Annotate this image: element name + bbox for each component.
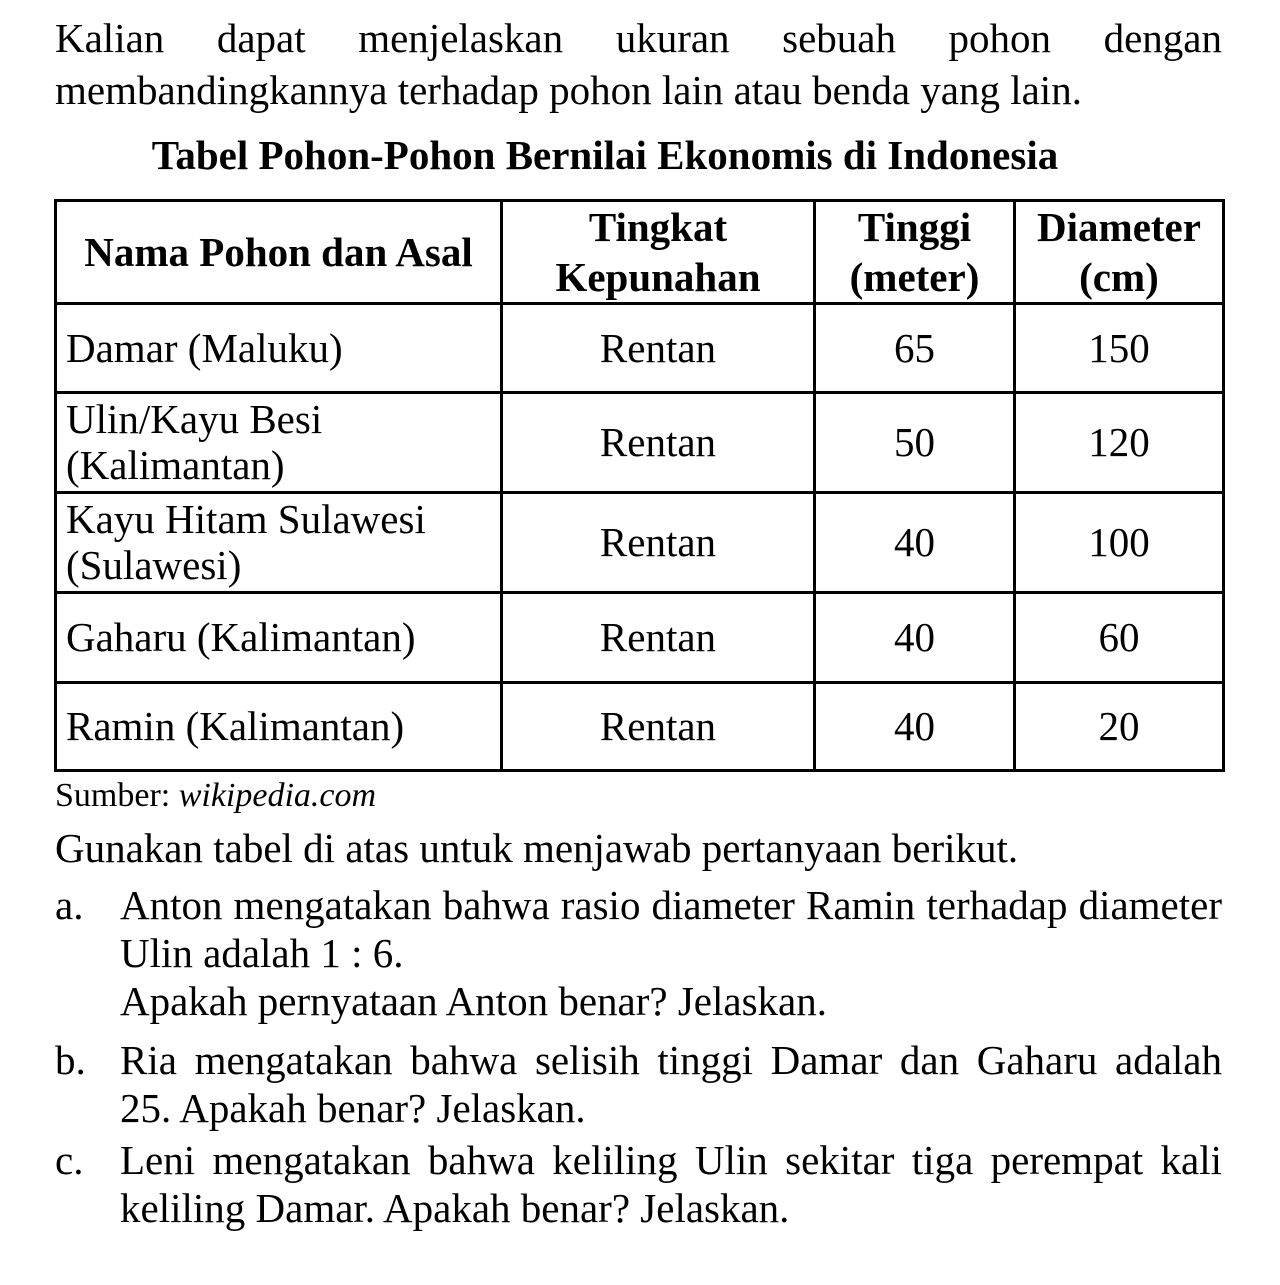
header-tree-name: Nama Pohon dan Asal (56, 200, 502, 303)
table-row (56, 682, 1224, 770)
question-c (55, 1136, 1222, 1232)
question-body (120, 1036, 1222, 1132)
question-line: Leni mengatakan bahwa keliling Ulin sekitar tiga perempat kali (120, 1137, 1222, 1183)
intro-paragraph (55, 12, 1222, 116)
question-followup: Apakah pernyataan Anton benar? Jelaskan. (120, 978, 827, 1024)
cell-tree-name: Ramin (Kalimantan) (56, 682, 502, 770)
cell-diameter: 100 (1015, 492, 1224, 592)
cell-diameter: 150 (1015, 303, 1224, 392)
table-row (56, 592, 1224, 682)
question-body (120, 881, 1222, 1025)
question-marker: c. (55, 1137, 84, 1183)
cell-extinction-level: Rentan (502, 682, 815, 770)
cell-tree-name: Kayu Hitam Sulawesi (Sulawesi) (56, 492, 502, 592)
cell-diameter: 20 (1015, 682, 1224, 770)
cell-tree-name: Damar (Maluku) (56, 303, 502, 392)
table-header-row (56, 200, 1224, 303)
cell-extinction-level: Rentan (502, 492, 815, 592)
table-row (56, 492, 1224, 592)
question-b (55, 1036, 1222, 1132)
source-value: wikipedia.com (178, 777, 377, 814)
cell-tree-name: Ulin/Kayu Besi (Kalimantan) (56, 392, 502, 492)
cell-height: 40 (815, 492, 1015, 592)
table-title: Tabel Pohon-Pohon Bernilai Ekonomis di Indonesia (151, 132, 1059, 178)
cell-extinction-level: Rentan (502, 303, 815, 392)
question-line: Anton mengatakan bahwa rasio diameter Ramin terhadap diameter (120, 882, 1222, 928)
source-label: Sumber: (55, 777, 171, 814)
cell-height: 65 (815, 303, 1015, 392)
question-line: Ria mengatakan bahwa selisih tinggi Damar dan Gaharu adalah (120, 1037, 1222, 1083)
cell-tree-name: Gaharu (Kalimantan) (56, 592, 502, 682)
cell-height: 40 (815, 592, 1015, 682)
table-row (56, 392, 1224, 492)
cell-extinction-level: Rentan (502, 592, 815, 682)
question-marker: a. (55, 882, 84, 928)
question-marker: b. (55, 1037, 86, 1083)
cell-height: 40 (815, 682, 1015, 770)
cell-height: 50 (815, 392, 1015, 492)
header-extinction-level: Tingkat Kepunahan (502, 200, 815, 303)
question-line: Ulin adalah 1 : 6. (120, 930, 404, 976)
intro-line: membandingkannya terhadap pohon lain atau benda yang lain. (55, 67, 1082, 113)
question-line: keliling Damar. Apakah benar? Jelaskan. (120, 1185, 790, 1231)
cell-extinction-level: Rentan (502, 392, 815, 492)
tree-table (54, 199, 1225, 772)
intro-line: Kalian dapat menjelaskan ukuran sebuah pohon dengan (55, 15, 1222, 61)
cell-diameter: 60 (1015, 592, 1224, 682)
header-diameter: Diameter (cm) (1015, 200, 1224, 303)
table-row (56, 303, 1224, 392)
cell-diameter: 120 (1015, 392, 1224, 492)
question-line: 25. Apakah benar? Jelaskan. (120, 1085, 586, 1131)
question-body (120, 1136, 1222, 1232)
header-height: Tinggi (meter) (815, 200, 1015, 303)
instruction-text: Gunakan tabel di atas untuk menjawab pertanyaan berikut. (55, 825, 1019, 871)
source-note (55, 776, 376, 816)
question-a (55, 881, 1222, 1025)
